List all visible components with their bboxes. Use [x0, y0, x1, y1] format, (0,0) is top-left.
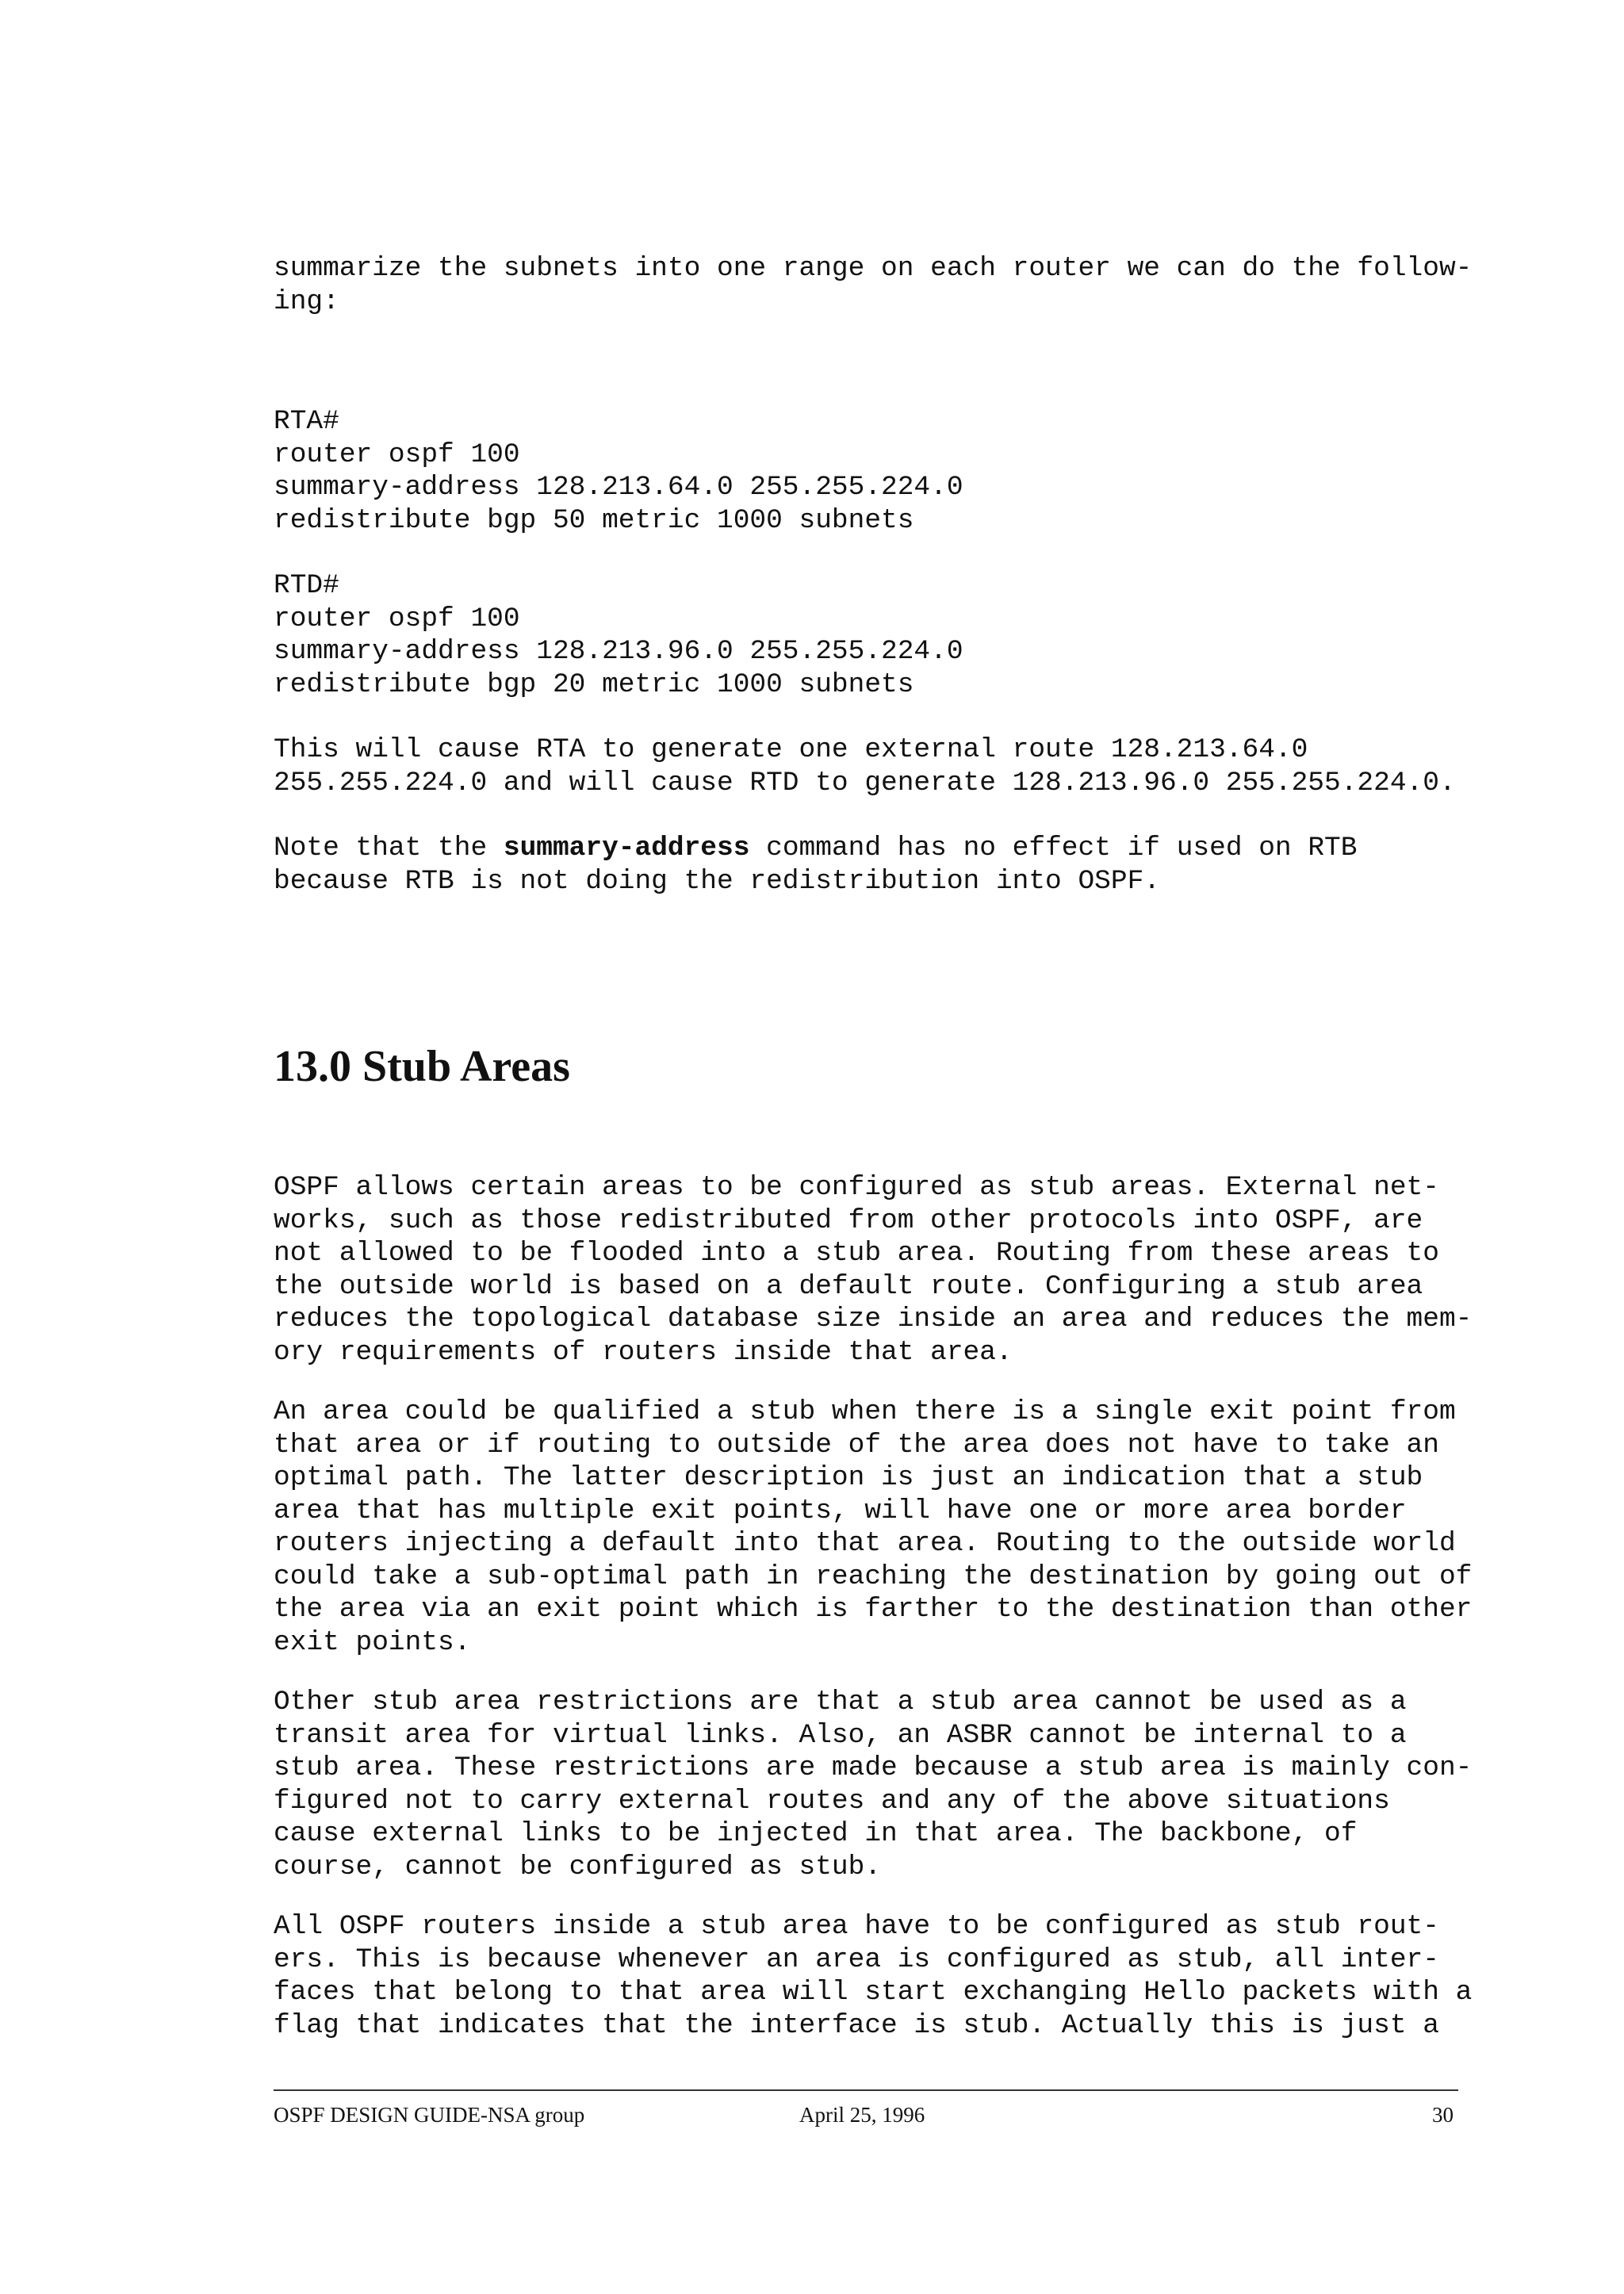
section-heading: 13.0 Stub Areas [274, 1042, 570, 1091]
stub-paragraph-3 [274, 1686, 1473, 1883]
stub-paragraph-2 [274, 1396, 1473, 1659]
footer-divider [274, 2089, 1458, 2091]
text-line: course, cannot be configured as stub. [274, 1851, 882, 1882]
text-line: OSPF allows certain areas to be configured as stub areas. External net- [274, 1172, 1439, 1203]
code-line: summary-address 128.213.96.0 255.255.224.0 [274, 636, 963, 667]
code-line: RTA# [274, 406, 339, 437]
text-line: All OSPF routers inside a stub area have to be configured as stub rout- [274, 1911, 1439, 1942]
code-block-rta [274, 405, 1463, 537]
text-line: cause external links to be injected in that area. The backbone, of [274, 1818, 1358, 1849]
command-name: summary-address [503, 833, 750, 864]
stub-paragraph-4 [274, 1910, 1473, 2042]
code-line: redistribute bgp 50 metric 1000 subnets [274, 504, 914, 536]
text-line: An area could be qualified a stub when there is a single exit point from [274, 1396, 1456, 1427]
text-line: could take a sub-optimal path in reaching the destination by going out of [274, 1561, 1473, 1592]
text-line: not allowed to be flooded into a stub area. Routing from these areas to [274, 1238, 1439, 1269]
upper-content [274, 252, 1473, 898]
code-line: router ospf 100 [274, 603, 520, 634]
note-text: because RTB is not doing the redistribution into OSPF. [274, 865, 1160, 897]
text-line: the area via an exit point which is farther to the destination than other [274, 1594, 1473, 1625]
text-line: Other stub area restrictions are that a stub area cannot be used as a [274, 1687, 1407, 1718]
text-line: 255.255.224.0 and will cause RTD to generate 128.213.96.0 255.255.224.0. [274, 767, 1456, 798]
note-paragraph [274, 832, 1463, 898]
code-line: RTD# [274, 570, 339, 601]
note-text: command has no effect if used on RTB [749, 833, 1358, 864]
intro-line-1: summarize the subnets into one range on each router we can do the follow- [274, 253, 1473, 284]
page-number: 30 [1432, 2103, 1454, 2127]
note-text: Note that the [274, 833, 504, 864]
code-line: redistribute bgp 20 metric 1000 subnets [274, 668, 914, 700]
text-line: faces that belong to that area will start exchanging Hello packets with a [274, 1977, 1473, 2008]
stub-paragraph-1 [274, 1171, 1473, 1369]
code-block-rtd [274, 569, 1463, 701]
text-line: stub area. These restrictions are made because a stub area is mainly con- [274, 1752, 1473, 1783]
footer-title: OSPF DESIGN GUIDE-NSA group [274, 2103, 585, 2127]
text-line: area that has multiple exit points, will have one or more area border [274, 1495, 1407, 1526]
text-line: ers. This is because whenever an area is configured as stub, all inter- [274, 1944, 1439, 1975]
text-line: that area or if routing to outside of the area does not have to take an [274, 1429, 1439, 1461]
text-line: transit area for virtual links. Also, an ASBR cannot be internal to a [274, 1719, 1407, 1751]
text-line: flag that indicates that the interface is stub. Actually this is just a [274, 2009, 1439, 2041]
intro-paragraph [274, 252, 1473, 318]
text-line: optimal path. The latter description is just an indication that a stub [274, 1462, 1423, 1493]
text-line: ory requirements of routers inside that area. [274, 1336, 1013, 1368]
text-line: the outside world is based on a default route. Configuring a stub area [274, 1270, 1423, 1302]
text-line: works, such as those redistributed from other protocols into OSPF, are [274, 1204, 1423, 1236]
footer-date: April 25, 1996 [799, 2103, 925, 2127]
text-line: figured not to carry external routes and any of the above situations [274, 1785, 1390, 1817]
text-line: routers injecting a default into that area. Routing to the outside world [274, 1528, 1456, 1559]
cause-paragraph [274, 733, 1463, 799]
stub-areas-section [274, 1171, 1473, 2042]
text-line: This will cause RTA to generate one external route 128.213.64.0 [274, 734, 1308, 765]
text-line: reduces the topological database size inside an area and reduces the mem- [274, 1304, 1473, 1335]
code-line: summary-address 128.213.64.0 255.255.224.0 [274, 472, 963, 503]
text-line: exit points. [274, 1626, 471, 1658]
intro-line-2: ing: [274, 285, 339, 317]
code-line: router ospf 100 [274, 439, 520, 470]
